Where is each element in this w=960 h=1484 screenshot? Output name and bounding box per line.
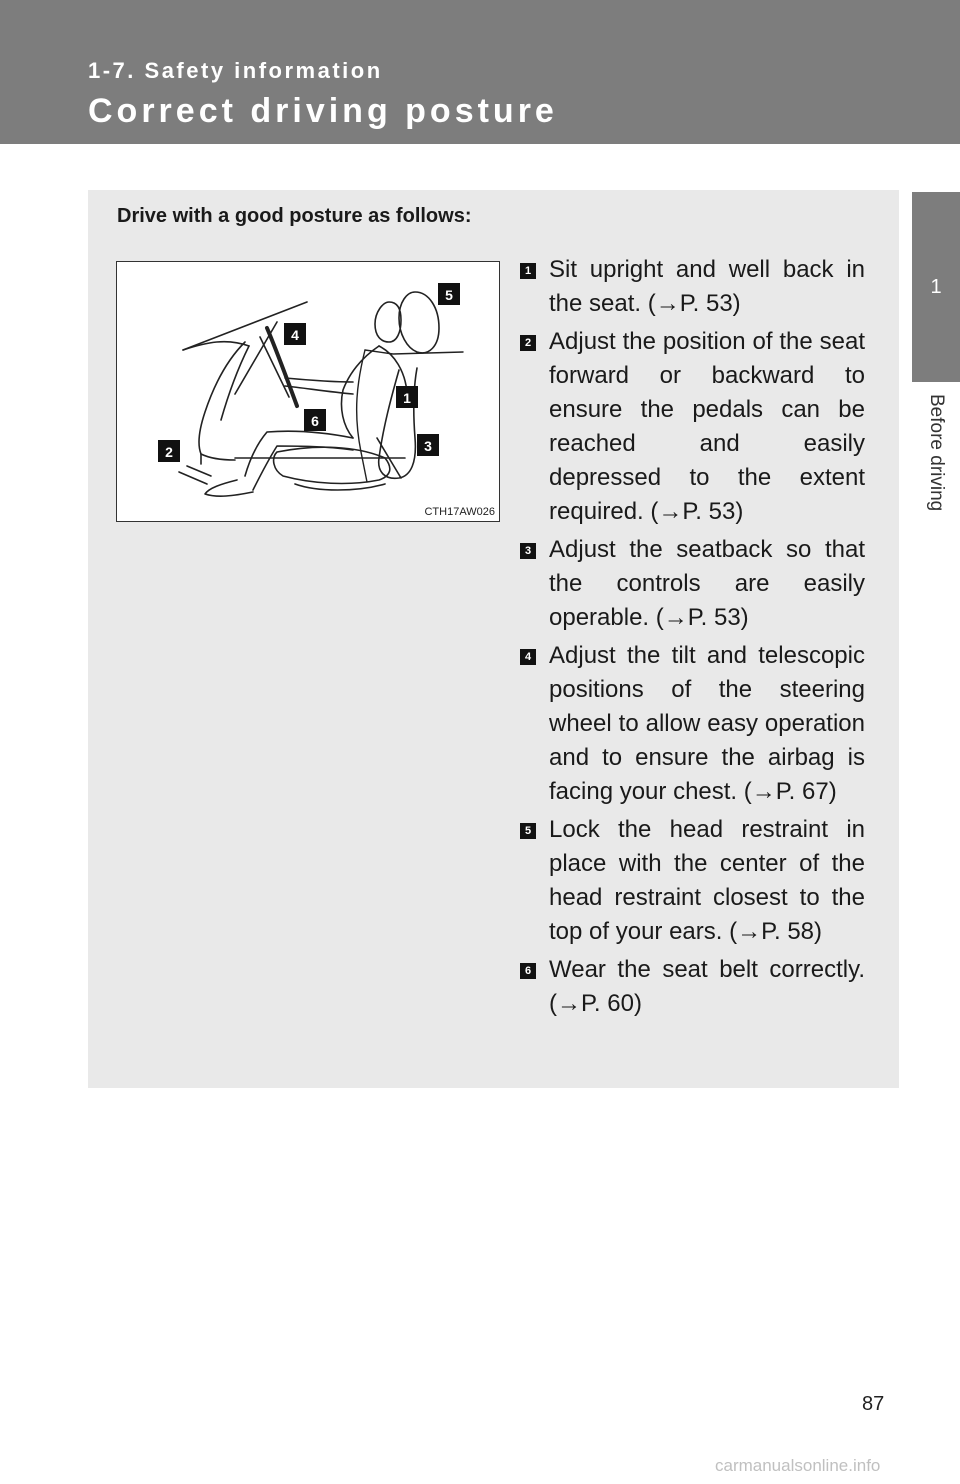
step-marker: 4 [520, 649, 536, 665]
posture-illustration [116, 261, 500, 522]
chapter-caption-text: Before driving [926, 394, 947, 512]
step-item [520, 639, 865, 809]
posture-steps [520, 253, 865, 1025]
callout-5: 5 [445, 287, 453, 303]
chapter-caption [912, 382, 960, 552]
driver-head [375, 302, 401, 342]
step-text: Sit upright and well back in the seat. (→P. 53) [549, 256, 865, 317]
step-text: Lock the head restraint in place with the center of the head restraint closest to the top of your ears. (→P. 58) [549, 816, 865, 945]
seat-cushion [274, 447, 390, 483]
step-text: Wear the seat belt correctly. (→P. 60) [549, 956, 865, 1017]
callout-1: 1 [403, 390, 411, 406]
step-marker: 5 [520, 823, 536, 839]
callout-3: 3 [424, 438, 432, 454]
step-marker: 6 [520, 963, 536, 979]
step-text: Adjust the tilt and telescopic positions of the steering wheel to allow easy operation and to ensure the airbag is facing your chest. (→P. 67) [549, 642, 865, 805]
callout-4: 4 [291, 327, 299, 343]
driver-foot [205, 480, 253, 496]
step-item [520, 253, 865, 321]
chapter-number: 1 [930, 275, 942, 298]
driver-torso [341, 346, 379, 438]
step-marker: 3 [520, 543, 536, 559]
driver-seat-drawing [117, 262, 501, 523]
page-number: 87 [862, 1393, 885, 1415]
callout-2: 2 [165, 444, 173, 460]
step-item [520, 325, 865, 529]
seatback [379, 368, 417, 478]
head-restraint [399, 292, 439, 353]
seat-belt [357, 350, 367, 482]
intro-text: Drive with a good posture as follows: [117, 205, 472, 227]
page-title: Correct driving posture [88, 92, 558, 130]
watermark: carmanualsonline.info [715, 1456, 881, 1475]
step-marker: 2 [520, 335, 536, 351]
chapter-tab[interactable] [912, 192, 960, 382]
callout-6: 6 [311, 413, 319, 429]
step-item [520, 533, 865, 635]
step-text: Adjust the seatback so that the controls are easily operable. (→P. 53) [549, 536, 865, 631]
driver-arm [285, 378, 353, 382]
section-label: 1-7. Safety information [88, 58, 383, 83]
step-item [520, 953, 865, 1021]
step-item [520, 813, 865, 949]
driver-leg [245, 431, 353, 476]
figure-code: CTH17AW026 [424, 506, 495, 518]
dash-front [199, 342, 245, 454]
step-marker: 1 [520, 263, 536, 279]
step-text: Adjust the position of the seat forward or backward to ensure the pedals can be reached and easily depressed to the extent required. (→P. 53) [549, 328, 865, 525]
